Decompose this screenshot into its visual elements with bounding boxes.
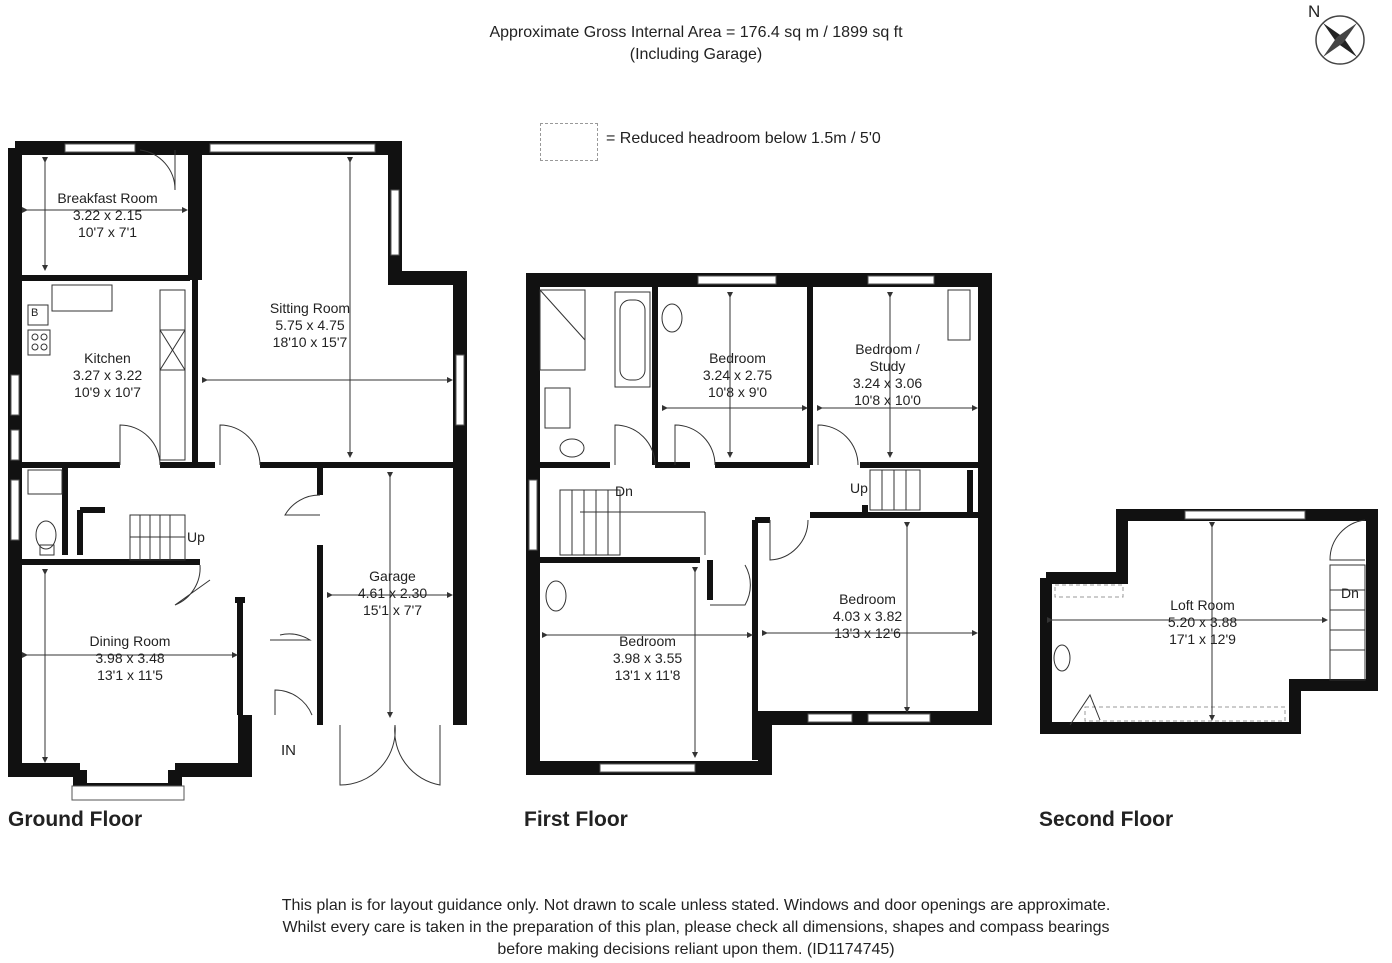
room-sitting: Sitting Room 5.75 x 4.75 18'10 x 15'7 — [269, 300, 351, 350]
compass-north-label: N — [1308, 2, 1321, 21]
boiler-label: B — [31, 307, 39, 319]
ground-floor-title: Ground Floor — [8, 808, 143, 831]
room-bedroom-1: Bedroom 3.24 x 2.75 10'8 x 9'0 — [702, 350, 773, 400]
entrance-label: IN — [281, 742, 296, 759]
compass-rose-icon — [1316, 16, 1364, 64]
disclaimer-line-2: Whilst every care is taken in the preparation of this plan, please check all dimensions, shapes and compass bearings — [282, 919, 1110, 936]
reduced-headroom-legend: = Reduced headroom below 1.5m / 5'0 — [606, 130, 881, 147]
room-bedroom-4: Bedroom 4.03 x 3.82 13'3 x 12'6 — [832, 591, 903, 641]
room-bedroom-3: Bedroom 3.98 x 3.55 13'1 x 11'8 — [612, 633, 683, 683]
ground-stairs-up-label: Up — [187, 529, 205, 545]
room-bedroom-study: Bedroom / Study 3.24 x 3.06 10'8 x 10'0 — [852, 341, 923, 408]
second-floor-title: Second Floor — [1039, 808, 1174, 831]
ground-floor-stairs — [130, 515, 185, 560]
disclaimer-line-3: before making decisions reliant upon them. (ID1174745) — [497, 941, 895, 958]
first-stairs-up-label: Up — [850, 480, 868, 496]
room-garage: Garage 4.61 x 2.30 15'1 x 7'7 — [357, 568, 428, 618]
gross-area-text: Approximate Gross Internal Area = 176.4 sq m / 1899 sq ft — [489, 24, 903, 41]
first-floor-title: First Floor — [524, 808, 628, 831]
disclaimer-line-1: This plan is for layout guidance only. Not drawn to scale unless stated. Windows and door openings are approximate. — [281, 897, 1111, 914]
room-breakfast: Breakfast Room 3.22 x 2.15 10'7 x 7'1 — [57, 190, 158, 240]
room-dining: Dining Room 3.98 x 3.48 13'1 x 11'5 — [89, 633, 171, 683]
second-floor-windows — [1185, 511, 1305, 519]
room-kitchen: Kitchen 3.27 x 3.22 10'9 x 10'7 — [72, 350, 143, 400]
disclaimer — [0, 895, 1392, 961]
room-loft: Loft Room 5.20 x 3.88 17'1 x 12'9 — [1167, 597, 1238, 647]
second-stairs-dn-label: Dn — [1341, 585, 1359, 601]
first-stairs-dn-label: Dn — [615, 483, 633, 499]
gross-area-note: (Including Garage) — [629, 46, 763, 63]
